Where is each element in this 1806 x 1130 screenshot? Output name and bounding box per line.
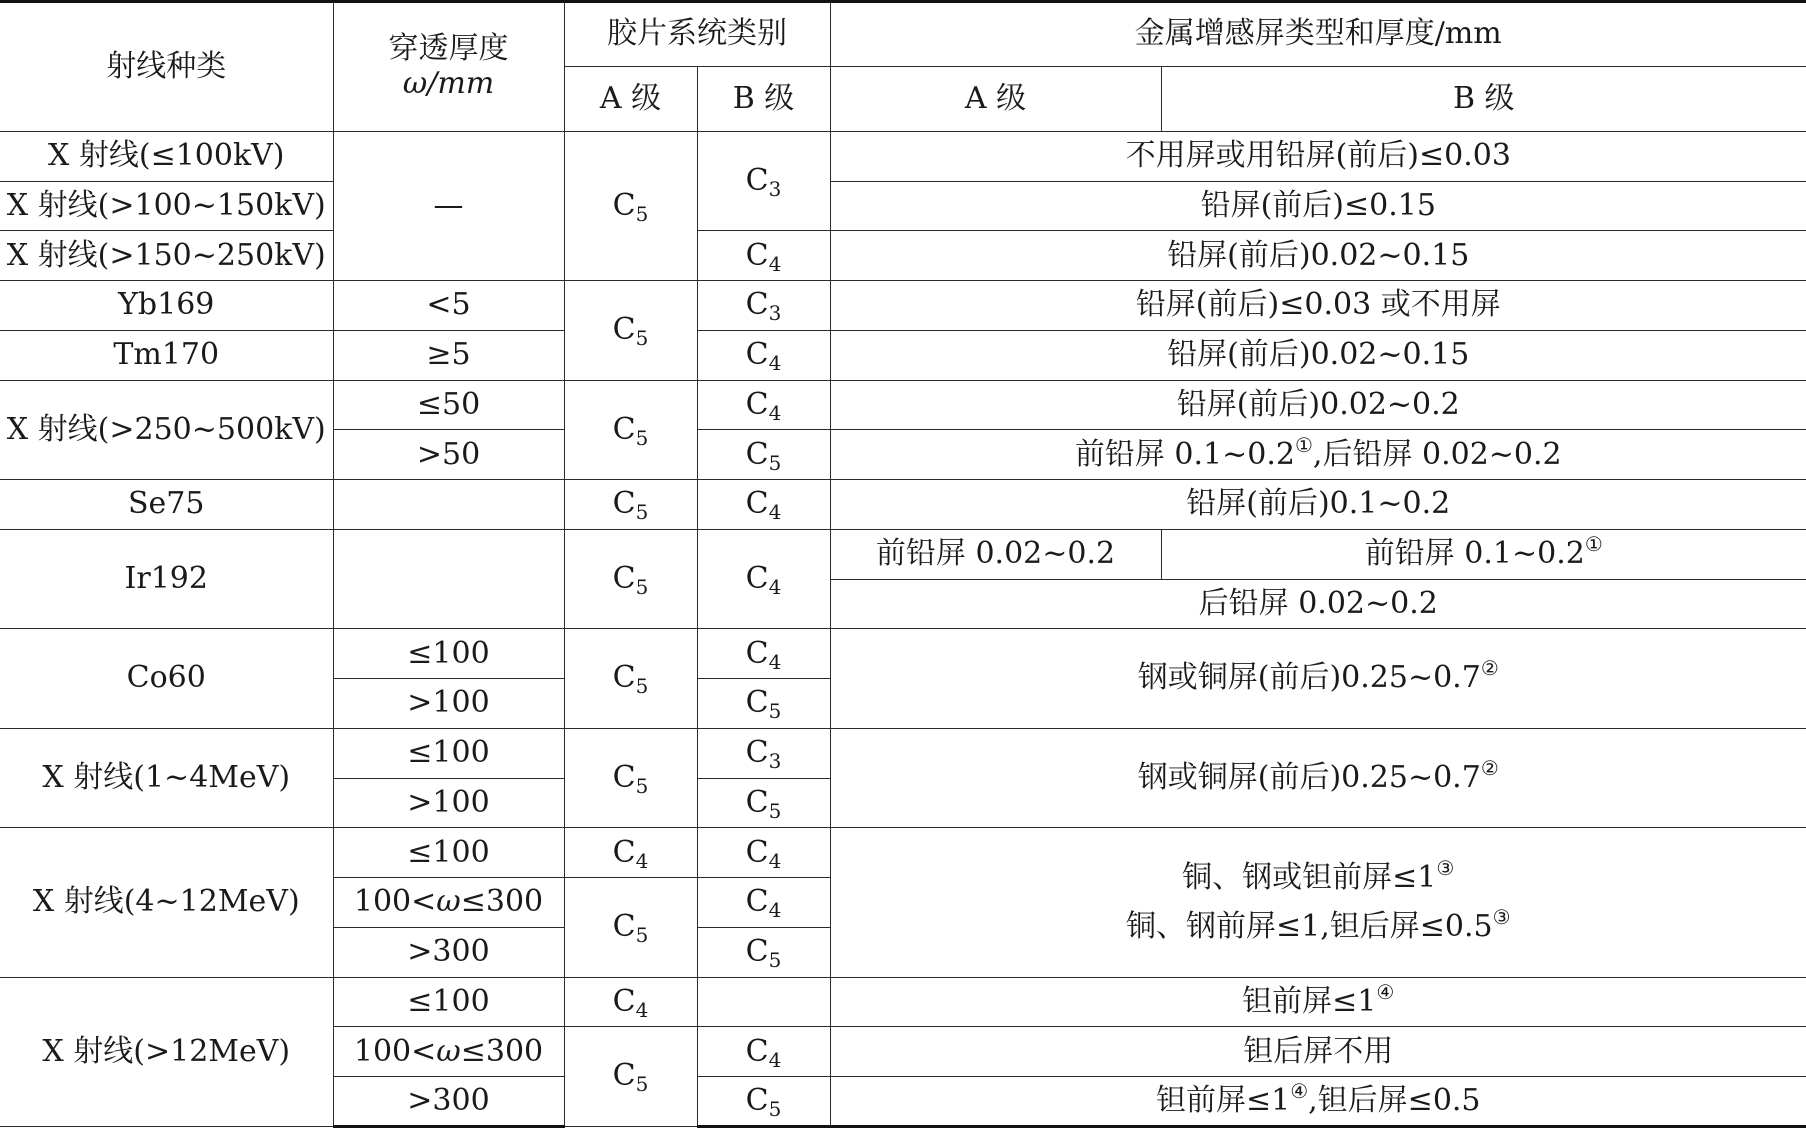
film-grade-a-cell	[564, 131, 697, 280]
film-class-sub: 5	[635, 773, 649, 798]
film-class-sub: 4	[768, 251, 782, 276]
film-grade-b-cell	[697, 480, 830, 530]
thickness-cell: >100	[333, 778, 564, 828]
film-class-sub: 4	[768, 574, 782, 599]
film-class: C	[745, 486, 769, 522]
film-class: C	[612, 411, 636, 447]
film-grade-b-cell	[697, 679, 830, 729]
screen-cell	[830, 629, 1806, 729]
header-screen-grade-b: B 级	[1161, 66, 1806, 131]
film-class-sub: 4	[768, 649, 782, 674]
footnote-marker: ③	[1436, 856, 1455, 881]
film-grade-b-cell	[697, 828, 830, 878]
table-row	[0, 330, 1806, 380]
screen-line	[835, 856, 1803, 896]
film-grade-a-cell	[564, 529, 697, 629]
film-class: C	[745, 1082, 769, 1118]
omega-symbol: ω	[436, 1033, 461, 1069]
ray-type-cell: X 射线(≤100kV)	[0, 131, 333, 181]
film-class: C	[612, 486, 636, 522]
thickness-cell: ≤50	[333, 380, 564, 430]
film-grade-b-cell	[697, 728, 830, 778]
film-class-sub: 4	[768, 1047, 782, 1072]
film-class: C	[612, 660, 636, 696]
header-film-grade-a: A 级	[564, 66, 697, 131]
film-class: C	[745, 685, 769, 721]
film-grade-b-cell	[697, 430, 830, 480]
film-class: C	[612, 560, 636, 596]
film-grade-b-cell	[697, 878, 830, 928]
film-class-sub: 3	[768, 749, 782, 774]
film-grade-b-cell	[697, 629, 830, 679]
screen-cell: 铅屏(前后)0.02~0.15	[830, 330, 1806, 380]
header-screen-grade-a: A 级	[830, 66, 1161, 131]
film-class-sub: 4	[768, 500, 782, 525]
film-class-sub: 5	[635, 574, 649, 599]
header-thickness	[333, 2, 564, 132]
film-class: C	[612, 187, 636, 223]
film-class: C	[612, 759, 636, 795]
thickness-prefix: 100<	[353, 1033, 437, 1069]
film-grade-a-cell	[564, 281, 697, 381]
film-class: C	[612, 909, 636, 945]
header-thickness-label: 穿透厚度	[388, 31, 509, 67]
film-class-sub: 5	[768, 699, 782, 724]
film-grade-b-cell	[697, 977, 830, 1027]
film-class-sub: 4	[635, 848, 649, 873]
ray-type-cell: X 射线(4~12MeV)	[0, 828, 333, 977]
footnote-marker: ④	[1290, 1078, 1309, 1103]
film-class: C	[745, 635, 769, 671]
thickness-cell: >100	[333, 679, 564, 729]
film-class-sub: 5	[635, 425, 649, 450]
thickness-cell: ≥5	[333, 330, 564, 380]
footnote-marker: ④	[1376, 979, 1395, 1004]
film-class-sub: 3	[768, 301, 782, 326]
film-class-sub: 4	[768, 400, 782, 425]
film-class: C	[612, 983, 636, 1019]
screen-cell-grade-b	[1161, 529, 1806, 579]
footnote-marker: ①	[1294, 432, 1313, 457]
ray-type-cell: X 射线(>12MeV)	[0, 977, 333, 1126]
header-ray-type: 射线种类	[0, 2, 333, 132]
thickness-suffix: ≤300	[460, 884, 544, 920]
film-grade-a-cell	[564, 878, 697, 978]
thickness-prefix: 100<	[353, 884, 437, 920]
ray-type-cell: Yb169	[0, 281, 333, 331]
film-grade-a-cell	[564, 977, 697, 1027]
film-class: C	[612, 312, 636, 348]
film-grade-b-cell	[697, 927, 830, 977]
film-grade-b-cell	[697, 131, 830, 231]
film-grade-b-cell	[697, 281, 830, 331]
film-class-sub: 5	[768, 1096, 782, 1121]
thickness-cell: >300	[333, 927, 564, 977]
screen-cell	[830, 728, 1806, 828]
film-class-sub: 5	[635, 326, 649, 351]
film-class-sub: 4	[635, 997, 649, 1022]
ray-type-cell: Tm170	[0, 330, 333, 380]
film-grade-a-cell	[564, 380, 697, 480]
screen-cell	[830, 828, 1806, 977]
film-class: C	[745, 1033, 769, 1069]
film-grade-b-cell	[697, 1077, 830, 1127]
table-row	[0, 131, 1806, 181]
film-class: C	[745, 287, 769, 323]
film-class-sub: 4	[768, 351, 782, 376]
screen-text-tail: ,后铅屏 0.02~0.2	[1312, 436, 1562, 472]
thickness-cell	[333, 878, 564, 928]
table-row	[0, 281, 1806, 331]
screen-text: 铜、钢或钽前屏≤1	[1182, 860, 1437, 896]
film-class-sub: 5	[768, 948, 782, 973]
thickness-cell: —	[333, 131, 564, 280]
film-class: C	[745, 237, 769, 273]
table-row	[0, 480, 1806, 530]
screen-text: 钽前屏≤1	[1242, 983, 1377, 1019]
table-row	[0, 181, 1806, 231]
film-grade-a-cell	[564, 728, 697, 828]
screen-text: 前铅屏 0.1~0.2	[1364, 536, 1585, 572]
film-class-sub: 3	[768, 176, 782, 201]
film-class: C	[745, 934, 769, 970]
film-grade-b-cell	[697, 380, 830, 430]
header-film-grade-b: B 级	[697, 66, 830, 131]
film-class: C	[745, 784, 769, 820]
film-grade-b-cell	[697, 231, 830, 281]
film-grade-b-cell	[697, 529, 830, 629]
ray-type-cell: Co60	[0, 629, 333, 729]
screen-text: 钽前屏≤1	[1155, 1082, 1291, 1118]
film-class-sub: 5	[768, 798, 782, 823]
film-class: C	[745, 884, 769, 920]
header-row-1	[0, 2, 1806, 67]
header-thickness-unit: ω/mm	[402, 65, 495, 101]
film-grade-b-cell	[697, 330, 830, 380]
header-screen-type: 金属增感屏类型和厚度/mm	[830, 2, 1806, 67]
table-row	[0, 728, 1806, 778]
thickness-cell: ≤100	[333, 728, 564, 778]
film-class-sub: 4	[768, 898, 782, 923]
screen-text-tail: ,钽后屏≤0.5	[1308, 1082, 1481, 1118]
screen-cell: 后铅屏 0.02~0.2	[830, 579, 1806, 629]
film-class: C	[745, 436, 769, 472]
ray-type-cell: X 射线(>250~500kV)	[0, 380, 333, 480]
table-row	[0, 977, 1806, 1027]
table-row	[0, 529, 1806, 579]
film-class-sub: 5	[768, 450, 782, 475]
film-class-sub: 5	[635, 674, 649, 699]
screen-cell: 铅屏(前后)0.02~0.2	[830, 380, 1806, 430]
thickness-cell: ≤100	[333, 977, 564, 1027]
film-grade-a-cell	[564, 828, 697, 878]
film-grade-b-cell	[697, 778, 830, 828]
ray-type-cell: X 射线(>100~150kV)	[0, 181, 333, 231]
screen-cell	[830, 1077, 1806, 1127]
screen-text: 钢或铜屏(前后)0.25~0.7	[1137, 759, 1481, 795]
screen-cell-grade-a: 前铅屏 0.02~0.2	[830, 529, 1161, 579]
thickness-suffix: ≤300	[460, 1033, 544, 1069]
screen-line	[835, 904, 1803, 945]
screen-cell	[830, 430, 1806, 480]
film-class-sub: 4	[768, 848, 782, 873]
screen-text: 钢或铜屏(前后)0.25~0.7	[1137, 660, 1481, 696]
thickness-cell: >300	[333, 1077, 564, 1127]
film-class-sub: 5	[635, 1072, 649, 1097]
ray-type-cell: X 射线(1~4MeV)	[0, 728, 333, 828]
footnote-marker: ①	[1584, 532, 1603, 557]
screen-cell: 铅屏(前后)0.1~0.2	[830, 480, 1806, 530]
ray-type-cell: Ir192	[0, 529, 333, 629]
omega-symbol: ω	[436, 884, 461, 920]
film-class: C	[745, 337, 769, 373]
film-class: C	[745, 560, 769, 596]
footnote-marker: ③	[1492, 904, 1511, 929]
table-row	[0, 231, 1806, 281]
thickness-cell	[333, 1027, 564, 1077]
footnote-marker: ②	[1480, 755, 1499, 780]
ray-type-cell: X 射线(>150~250kV)	[0, 231, 333, 281]
screen-cell: 铅屏(前后)≤0.03 或不用屏	[830, 281, 1806, 331]
film-grade-a-cell	[564, 629, 697, 729]
film-grade-a-cell	[564, 480, 697, 530]
film-grade-b-cell	[697, 1027, 830, 1077]
screen-text: 铜、钢前屏≤1,钽后屏≤0.5	[1125, 908, 1493, 944]
footnote-marker: ②	[1480, 656, 1499, 681]
table-row	[0, 380, 1806, 430]
film-grade-a-cell	[564, 1027, 697, 1127]
film-class-sub: 5	[635, 923, 649, 948]
thickness-cell: <5	[333, 281, 564, 331]
thickness-cell: >50	[333, 430, 564, 480]
header-film-system: 胶片系统类别	[564, 2, 830, 67]
thickness-cell	[333, 480, 564, 530]
film-class: C	[745, 834, 769, 870]
thickness-cell	[333, 529, 564, 629]
thickness-cell: ≤100	[333, 828, 564, 878]
screen-cell: 不用屏或用铅屏(前后)≤0.03	[830, 131, 1806, 181]
film-class: C	[612, 834, 636, 870]
film-class: C	[745, 386, 769, 422]
film-class-sub: 5	[635, 201, 649, 226]
screen-cell: 钽后屏不用	[830, 1027, 1806, 1077]
film-class: C	[612, 1058, 636, 1094]
thickness-cell: ≤100	[333, 629, 564, 679]
screen-cell	[830, 977, 1806, 1027]
table-row	[0, 828, 1806, 878]
film-class-sub: 5	[635, 500, 649, 525]
ray-type-cell: Se75	[0, 480, 333, 530]
table-row	[0, 629, 1806, 679]
film-class: C	[745, 162, 769, 198]
screen-cell: 铅屏(前后)0.02~0.15	[830, 231, 1806, 281]
screen-cell: 铅屏(前后)≤0.15	[830, 181, 1806, 231]
screen-text: 前铅屏 0.1~0.2	[1074, 436, 1295, 472]
film-class: C	[745, 735, 769, 771]
